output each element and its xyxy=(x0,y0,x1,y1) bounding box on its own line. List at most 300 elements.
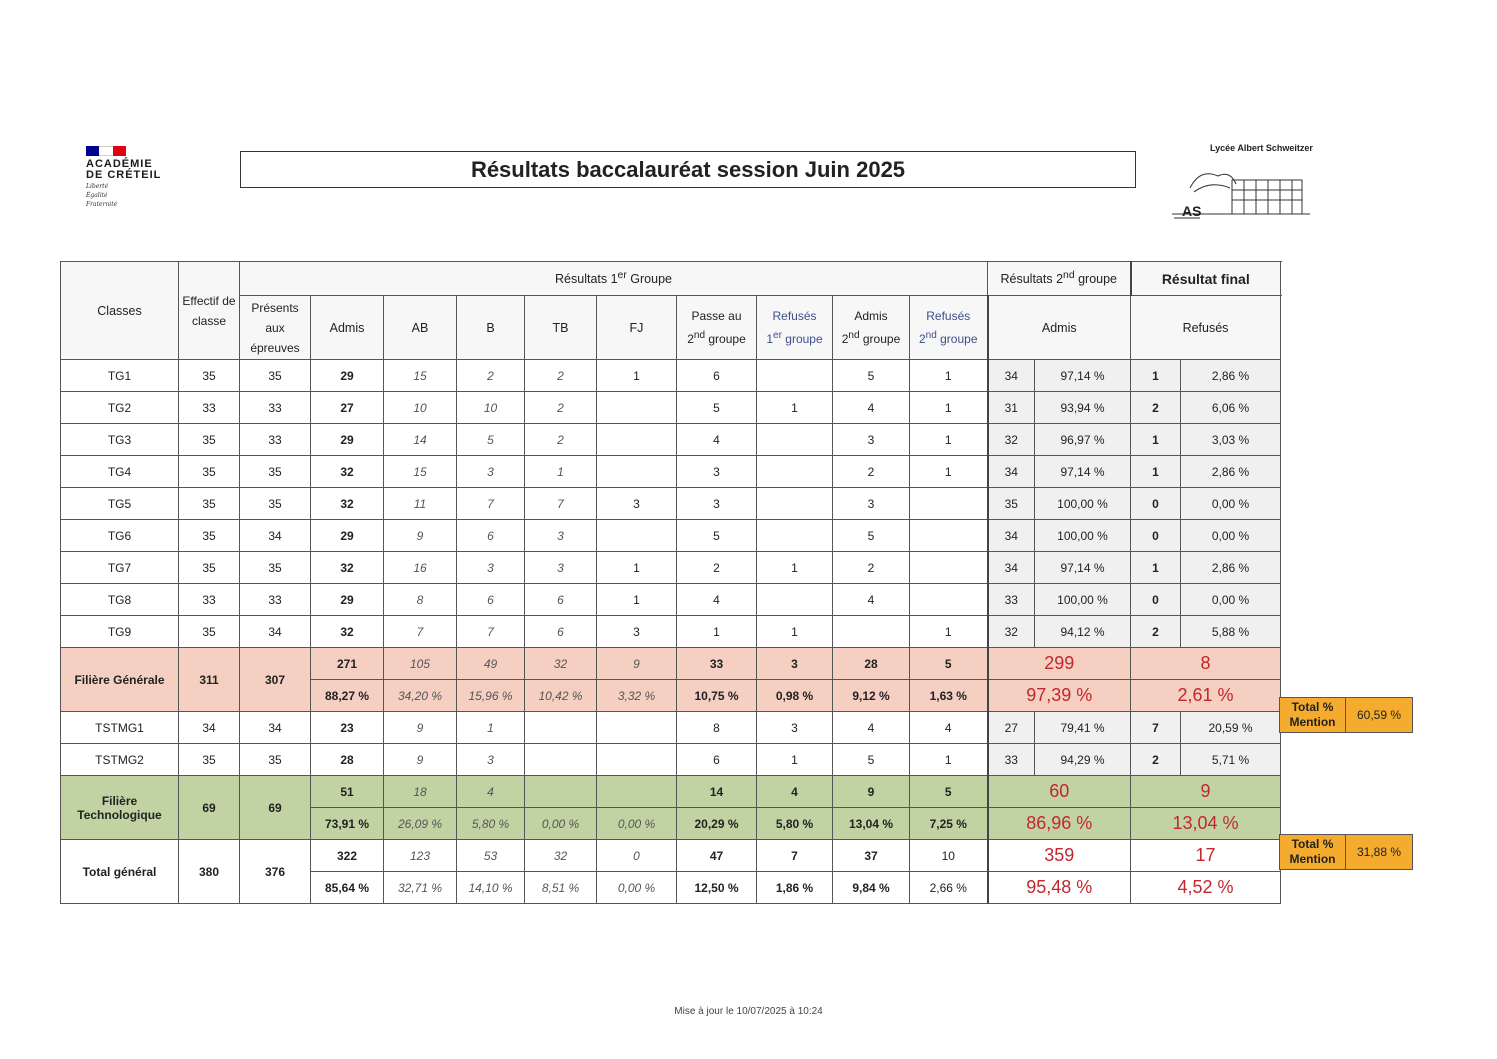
admis2-cell: 4 xyxy=(833,392,910,424)
header-group2-end: groupe xyxy=(1074,272,1118,287)
summary-tb-count: 32 xyxy=(525,648,597,680)
class-name: TG4 xyxy=(61,456,179,488)
motto-fraternite: Fraternité xyxy=(86,201,118,208)
summary-passe-pct: 12,50 % xyxy=(677,872,757,904)
admis-cell: 29 xyxy=(311,584,384,616)
admis-cell: 28 xyxy=(311,744,384,776)
class-row-tg9 xyxy=(61,616,1281,648)
final-refuses-pct-cell: 0,00 % xyxy=(1181,584,1281,616)
summary-fj-pct: 0,00 % xyxy=(597,808,677,840)
summary-b-pct: 15,96 % xyxy=(457,680,525,712)
presents-cell: 35 xyxy=(240,360,311,392)
summary-tb-pct: 8,51 % xyxy=(525,872,597,904)
final-admis-cell: 32 xyxy=(988,424,1035,456)
refuses2-cell xyxy=(910,520,988,552)
final-admis-cell: 34 xyxy=(988,520,1035,552)
b-cell: 3 xyxy=(457,744,525,776)
admis-cell: 32 xyxy=(311,552,384,584)
summary-b-pct: 5,80 % xyxy=(457,808,525,840)
summary-effectif: 380 xyxy=(179,840,240,904)
generale-classes-body xyxy=(61,360,1281,648)
filiere-techno-body xyxy=(61,776,1281,840)
tb-cell xyxy=(525,744,597,776)
summary-passe-count: 47 xyxy=(677,840,757,872)
passe-cell: 8 xyxy=(677,712,757,744)
class-name: TSTMG1 xyxy=(61,712,179,744)
summary-ref1-pct: 1,86 % xyxy=(757,872,833,904)
class-row-tg4 xyxy=(61,456,1281,488)
admis-cell: 29 xyxy=(311,424,384,456)
mention-box-techno xyxy=(1279,834,1413,870)
b-cell: 1 xyxy=(457,712,525,744)
b-cell: 3 xyxy=(457,456,525,488)
header-refuses2-end: groupe xyxy=(936,332,978,346)
class-name: TG1 xyxy=(61,360,179,392)
header-group2-label: Résultats 2 xyxy=(1000,272,1064,287)
class-row-tg8 xyxy=(61,584,1281,616)
final-admis-pct-cell: 97,14 % xyxy=(1035,456,1131,488)
presents-cell: 35 xyxy=(240,488,311,520)
fj-cell xyxy=(597,392,677,424)
tb-cell: 6 xyxy=(525,616,597,648)
presents-cell: 33 xyxy=(240,392,311,424)
header-final: Résultat final xyxy=(1131,262,1281,296)
header-refuses2-sup: nd xyxy=(925,330,937,341)
summary-ref2-count: 5 xyxy=(910,776,988,808)
ab-cell: 16 xyxy=(384,552,457,584)
summary-admis2-pct: 9,12 % xyxy=(833,680,910,712)
final-refuses-pct-cell: 5,88 % xyxy=(1181,616,1281,648)
header-admis2-num: 2 xyxy=(841,332,849,346)
class-row-tg6 xyxy=(61,520,1281,552)
fj-cell: 1 xyxy=(597,360,677,392)
page-title: Résultats baccalauréat session Juin 2025 xyxy=(470,156,906,182)
header-group1-sup: er xyxy=(617,270,627,282)
admis2-cell: 2 xyxy=(833,456,910,488)
ab-cell: 9 xyxy=(384,744,457,776)
summary-final-refuses-pct: 4,52 % xyxy=(1131,872,1281,904)
tb-cell: 2 xyxy=(525,424,597,456)
refuses1-cell: 1 xyxy=(757,552,833,584)
header-group1-label: Résultats 1 xyxy=(555,272,618,287)
ab-cell: 15 xyxy=(384,456,457,488)
effectif-cell: 35 xyxy=(179,424,240,456)
summary-admis2-count: 9 xyxy=(833,776,910,808)
presents-cell: 34 xyxy=(240,520,311,552)
summary-admis-pct: 88,27 % xyxy=(311,680,384,712)
header-passe-end: groupe xyxy=(705,332,746,346)
effectif-cell: 35 xyxy=(179,488,240,520)
admis-cell: 29 xyxy=(311,360,384,392)
total-general-body xyxy=(61,840,1281,904)
header-ab: AB xyxy=(384,296,457,360)
summary-final-refuses-count: 17 xyxy=(1131,840,1281,872)
header-tb: TB xyxy=(525,296,597,360)
final-admis-pct-cell: 97,14 % xyxy=(1035,552,1131,584)
final-refuses-cell: 0 xyxy=(1131,488,1181,520)
admis-cell: 27 xyxy=(311,392,384,424)
summary-ref1-pct: 5,80 % xyxy=(757,808,833,840)
school-building-icon xyxy=(1170,158,1315,224)
tb-cell: 2 xyxy=(525,360,597,392)
mention-box-generale xyxy=(1279,697,1413,733)
summary-ref1-pct: 0,98 % xyxy=(757,680,833,712)
summary-final-admis-count: 359 xyxy=(988,840,1131,872)
fj-cell xyxy=(597,712,677,744)
header-classes: Classes xyxy=(61,262,179,360)
summary-admis2-count: 28 xyxy=(833,648,910,680)
summary-b-pct: 14,10 % xyxy=(457,872,525,904)
summary-ab-pct: 26,09 % xyxy=(384,808,457,840)
academie-logo xyxy=(86,146,196,208)
summary-b-count: 4 xyxy=(457,776,525,808)
summary-name xyxy=(61,648,179,712)
effectif-cell: 35 xyxy=(179,552,240,584)
summary-fj-pct: 0,00 % xyxy=(597,872,677,904)
header-passe-num: 2 xyxy=(687,332,694,346)
summary-fj-count: 9 xyxy=(597,648,677,680)
academy-line-1: ACADÉMIE xyxy=(86,158,153,170)
presents-cell: 33 xyxy=(240,584,311,616)
b-cell: 2 xyxy=(457,360,525,392)
mention-value-techno: 31,88 % xyxy=(1356,845,1402,859)
presents-cell: 33 xyxy=(240,424,311,456)
effectif-cell: 33 xyxy=(179,392,240,424)
final-refuses-cell: 1 xyxy=(1131,424,1181,456)
passe-cell: 6 xyxy=(677,744,757,776)
ab-cell: 8 xyxy=(384,584,457,616)
fj-cell xyxy=(597,424,677,456)
summary-name-part: Filière xyxy=(101,793,138,808)
final-refuses-pct-cell: 2,86 % xyxy=(1181,456,1281,488)
refuses2-cell: 1 xyxy=(910,456,988,488)
passe-cell: 6 xyxy=(677,360,757,392)
summary-name-part: Filière Générale xyxy=(74,672,165,687)
final-refuses-pct-cell: 0,00 % xyxy=(1181,488,1281,520)
final-admis-cell: 31 xyxy=(988,392,1035,424)
presents-cell: 34 xyxy=(240,712,311,744)
final-admis-pct-cell: 100,00 % xyxy=(1035,520,1131,552)
header-passe-line1: Passe au xyxy=(691,309,742,323)
class-name: TSTMG2 xyxy=(61,744,179,776)
header-refuses2-num: 2 xyxy=(918,332,926,346)
filiere-generale-count-row xyxy=(61,648,1281,680)
effectif-cell: 33 xyxy=(179,584,240,616)
final-admis-pct-cell: 94,12 % xyxy=(1035,616,1131,648)
admis-cell: 23 xyxy=(311,712,384,744)
tb-cell xyxy=(525,712,597,744)
header-presents: Présents aux épreuves xyxy=(240,296,311,360)
header-admis: Admis xyxy=(311,296,384,360)
header-refuses2 xyxy=(910,296,988,360)
header-passe xyxy=(677,296,757,360)
passe-cell: 3 xyxy=(677,456,757,488)
final-admis-cell: 34 xyxy=(988,552,1035,584)
class-name: TG7 xyxy=(61,552,179,584)
admis2-cell: 3 xyxy=(833,488,910,520)
summary-final-refuses-pct: 13,04 % xyxy=(1131,808,1281,840)
final-refuses-pct-cell: 0,00 % xyxy=(1181,520,1281,552)
school-initials: AS xyxy=(1182,203,1202,219)
final-refuses-pct-cell: 6,06 % xyxy=(1181,392,1281,424)
summary-admis2-pct: 9,84 % xyxy=(833,872,910,904)
filiere-techno-count-row xyxy=(61,776,1281,808)
passe-cell: 5 xyxy=(677,520,757,552)
refuses1-cell xyxy=(757,520,833,552)
school-name: Lycée Albert Schweitzer xyxy=(1210,143,1313,153)
academy-line-2: DE CRÉTEIL xyxy=(86,169,162,181)
summary-tb-pct: 10,42 % xyxy=(525,680,597,712)
final-refuses-pct-cell: 2,86 % xyxy=(1181,552,1281,584)
refuses1-cell xyxy=(757,360,833,392)
summary-passe-pct: 10,75 % xyxy=(677,680,757,712)
refuses2-cell: 1 xyxy=(910,424,988,456)
final-refuses-cell: 1 xyxy=(1131,552,1181,584)
header-admis2-line1: Admis xyxy=(854,309,888,323)
summary-effectif: 69 xyxy=(179,776,240,840)
motto-egalite: Égalité xyxy=(86,192,108,199)
summary-ab-count: 18 xyxy=(384,776,457,808)
header-admis2-end: groupe xyxy=(859,332,901,346)
ab-cell: 7 xyxy=(384,616,457,648)
summary-tb-count: 32 xyxy=(525,840,597,872)
summary-passe-count: 33 xyxy=(677,648,757,680)
tb-cell: 2 xyxy=(525,392,597,424)
passe-cell: 5 xyxy=(677,392,757,424)
passe-cell: 2 xyxy=(677,552,757,584)
b-cell: 7 xyxy=(457,488,525,520)
refuses2-cell xyxy=(910,488,988,520)
refuses2-cell: 1 xyxy=(910,744,988,776)
fj-cell: 3 xyxy=(597,488,677,520)
summary-ab-pct: 34,20 % xyxy=(384,680,457,712)
mention-label-generale: Total % Mention xyxy=(1280,698,1346,732)
summary-ref1-count: 4 xyxy=(757,776,833,808)
final-refuses-cell: 2 xyxy=(1131,616,1181,648)
header-final-admis: Admis xyxy=(988,296,1131,360)
summary-admis-count: 51 xyxy=(311,776,384,808)
refuses1-cell: 1 xyxy=(757,744,833,776)
final-refuses-cell: 1 xyxy=(1131,360,1181,392)
admis-cell: 32 xyxy=(311,488,384,520)
class-row-tg5 xyxy=(61,488,1281,520)
marianne-flag-icon xyxy=(86,146,126,156)
effectif-cell: 35 xyxy=(179,616,240,648)
header-fj: FJ xyxy=(597,296,677,360)
final-refuses-pct-cell: 2,86 % xyxy=(1181,360,1281,392)
admis2-cell: 5 xyxy=(833,520,910,552)
fj-cell: 1 xyxy=(597,584,677,616)
b-cell: 10 xyxy=(457,392,525,424)
class-name: TG2 xyxy=(61,392,179,424)
class-name: TG6 xyxy=(61,520,179,552)
total-general-count-row xyxy=(61,840,1281,872)
final-refuses-pct-cell: 20,59 % xyxy=(1181,712,1281,744)
tb-cell: 1 xyxy=(525,456,597,488)
summary-final-refuses-count: 8 xyxy=(1131,648,1281,680)
refuses1-cell: 1 xyxy=(757,392,833,424)
class-row-tg7 xyxy=(61,552,1281,584)
summary-ref1-count: 7 xyxy=(757,840,833,872)
tb-cell: 3 xyxy=(525,552,597,584)
summary-admis2-count: 37 xyxy=(833,840,910,872)
summary-fj-pct: 3,32 % xyxy=(597,680,677,712)
ab-cell: 14 xyxy=(384,424,457,456)
tb-cell: 6 xyxy=(525,584,597,616)
effectif-cell: 35 xyxy=(179,520,240,552)
final-admis-pct-cell: 100,00 % xyxy=(1035,488,1131,520)
header-final-refuses: Refusés xyxy=(1131,296,1281,360)
summary-final-admis-pct: 97,39 % xyxy=(988,680,1131,712)
footer-update-date: Mise à jour le 10/07/2025 à 10:24 xyxy=(674,1006,823,1017)
refuses1-cell xyxy=(757,584,833,616)
class-row-tstmg2 xyxy=(61,744,1281,776)
admis2-cell: 3 xyxy=(833,424,910,456)
final-admis-pct-cell: 96,97 % xyxy=(1035,424,1131,456)
results-table xyxy=(60,261,1281,904)
final-admis-cell: 33 xyxy=(988,744,1035,776)
summary-final-admis-count: 60 xyxy=(988,776,1131,808)
final-refuses-pct-cell: 3,03 % xyxy=(1181,424,1281,456)
effectif-cell: 35 xyxy=(179,456,240,488)
header-refuses1 xyxy=(757,296,833,360)
summary-b-count: 53 xyxy=(457,840,525,872)
final-admis-pct-cell: 79,41 % xyxy=(1035,712,1131,744)
ab-cell: 11 xyxy=(384,488,457,520)
header-b: B xyxy=(457,296,525,360)
b-cell: 3 xyxy=(457,552,525,584)
summary-fj-count xyxy=(597,776,677,808)
class-row-tg3 xyxy=(61,424,1281,456)
ab-cell: 10 xyxy=(384,392,457,424)
final-admis-cell: 34 xyxy=(988,456,1035,488)
final-refuses-cell: 2 xyxy=(1131,744,1181,776)
fj-cell xyxy=(597,520,677,552)
header-refuses2-line1: Refusés xyxy=(926,309,971,323)
header-refuses1-line1: Refusés xyxy=(772,309,817,323)
admis-cell: 32 xyxy=(311,616,384,648)
summary-final-refuses-count: 9 xyxy=(1131,776,1281,808)
final-admis-pct-cell: 97,14 % xyxy=(1035,360,1131,392)
summary-admis-count: 322 xyxy=(311,840,384,872)
refuses1-cell xyxy=(757,456,833,488)
ab-cell: 9 xyxy=(384,520,457,552)
passe-cell: 4 xyxy=(677,424,757,456)
summary-ref2-count: 5 xyxy=(910,648,988,680)
b-cell: 6 xyxy=(457,584,525,616)
summary-ref2-count: 10 xyxy=(910,840,988,872)
admis-cell: 32 xyxy=(311,456,384,488)
fj-cell: 1 xyxy=(597,552,677,584)
summary-b-count: 49 xyxy=(457,648,525,680)
passe-cell: 1 xyxy=(677,616,757,648)
refuses1-cell xyxy=(757,488,833,520)
summary-passe-pct: 20,29 % xyxy=(677,808,757,840)
summary-presents: 69 xyxy=(240,776,311,840)
motto-liberte: Liberté xyxy=(86,183,109,190)
summary-ref2-pct: 1,63 % xyxy=(910,680,988,712)
passe-cell: 3 xyxy=(677,488,757,520)
summary-name xyxy=(61,840,179,904)
presents-cell: 35 xyxy=(240,552,311,584)
b-cell: 6 xyxy=(457,520,525,552)
final-admis-pct-cell: 100,00 % xyxy=(1035,584,1131,616)
class-name: TG9 xyxy=(61,616,179,648)
summary-presents: 307 xyxy=(240,648,311,712)
fj-cell xyxy=(597,744,677,776)
page-title-box xyxy=(240,151,1136,188)
admis-cell: 29 xyxy=(311,520,384,552)
summary-ab-count: 105 xyxy=(384,648,457,680)
final-refuses-cell: 1 xyxy=(1131,456,1181,488)
summary-admis-pct: 85,64 % xyxy=(311,872,384,904)
final-admis-cell: 34 xyxy=(988,360,1035,392)
summary-name-part: Technologique xyxy=(77,807,162,822)
fj-cell xyxy=(597,456,677,488)
fj-cell: 3 xyxy=(597,616,677,648)
refuses2-cell: 1 xyxy=(910,616,988,648)
summary-final-admis-count: 299 xyxy=(988,648,1131,680)
mention-value-generale: 60,59 % xyxy=(1356,708,1402,722)
summary-ab-pct: 32,71 % xyxy=(384,872,457,904)
presents-cell: 35 xyxy=(240,456,311,488)
final-admis-cell: 35 xyxy=(988,488,1035,520)
summary-name-part: Total général xyxy=(82,864,157,879)
class-name: TG3 xyxy=(61,424,179,456)
admis2-cell: 5 xyxy=(833,360,910,392)
refuses2-cell xyxy=(910,552,988,584)
summary-effectif: 311 xyxy=(179,648,240,712)
effectif-cell: 35 xyxy=(179,744,240,776)
summary-tb-count xyxy=(525,776,597,808)
refuses1-cell: 3 xyxy=(757,712,833,744)
refuses2-cell: 1 xyxy=(910,392,988,424)
final-admis-pct-cell: 93,94 % xyxy=(1035,392,1131,424)
b-cell: 5 xyxy=(457,424,525,456)
b-cell: 7 xyxy=(457,616,525,648)
refuses2-cell xyxy=(910,584,988,616)
final-refuses-cell: 2 xyxy=(1131,392,1181,424)
summary-presents: 376 xyxy=(240,840,311,904)
summary-admis2-pct: 13,04 % xyxy=(833,808,910,840)
final-admis-cell: 27 xyxy=(988,712,1035,744)
presents-cell: 35 xyxy=(240,744,311,776)
final-admis-pct-cell: 94,29 % xyxy=(1035,744,1131,776)
tb-cell: 3 xyxy=(525,520,597,552)
admis2-cell: 2 xyxy=(833,552,910,584)
header-refuses1-end: groupe xyxy=(781,332,823,346)
refuses2-cell: 4 xyxy=(910,712,988,744)
class-row-tg1 xyxy=(61,360,1281,392)
summary-admis-count: 271 xyxy=(311,648,384,680)
passe-cell: 4 xyxy=(677,584,757,616)
final-refuses-cell: 0 xyxy=(1131,520,1181,552)
header-group2-sup: nd xyxy=(1063,270,1075,282)
final-refuses-pct-cell: 5,71 % xyxy=(1181,744,1281,776)
tb-cell: 7 xyxy=(525,488,597,520)
header-admis2-sup: nd xyxy=(848,330,860,341)
presents-cell: 34 xyxy=(240,616,311,648)
summary-name xyxy=(61,776,179,840)
admis2-cell: 4 xyxy=(833,712,910,744)
summary-ab-count: 123 xyxy=(384,840,457,872)
header-group1-end: Groupe xyxy=(626,272,672,287)
header-refuses1-sup: er xyxy=(773,330,782,341)
refuses2-cell: 1 xyxy=(910,360,988,392)
summary-admis-pct: 73,91 % xyxy=(311,808,384,840)
admis2-cell: 4 xyxy=(833,584,910,616)
effectif-cell: 35 xyxy=(179,360,240,392)
